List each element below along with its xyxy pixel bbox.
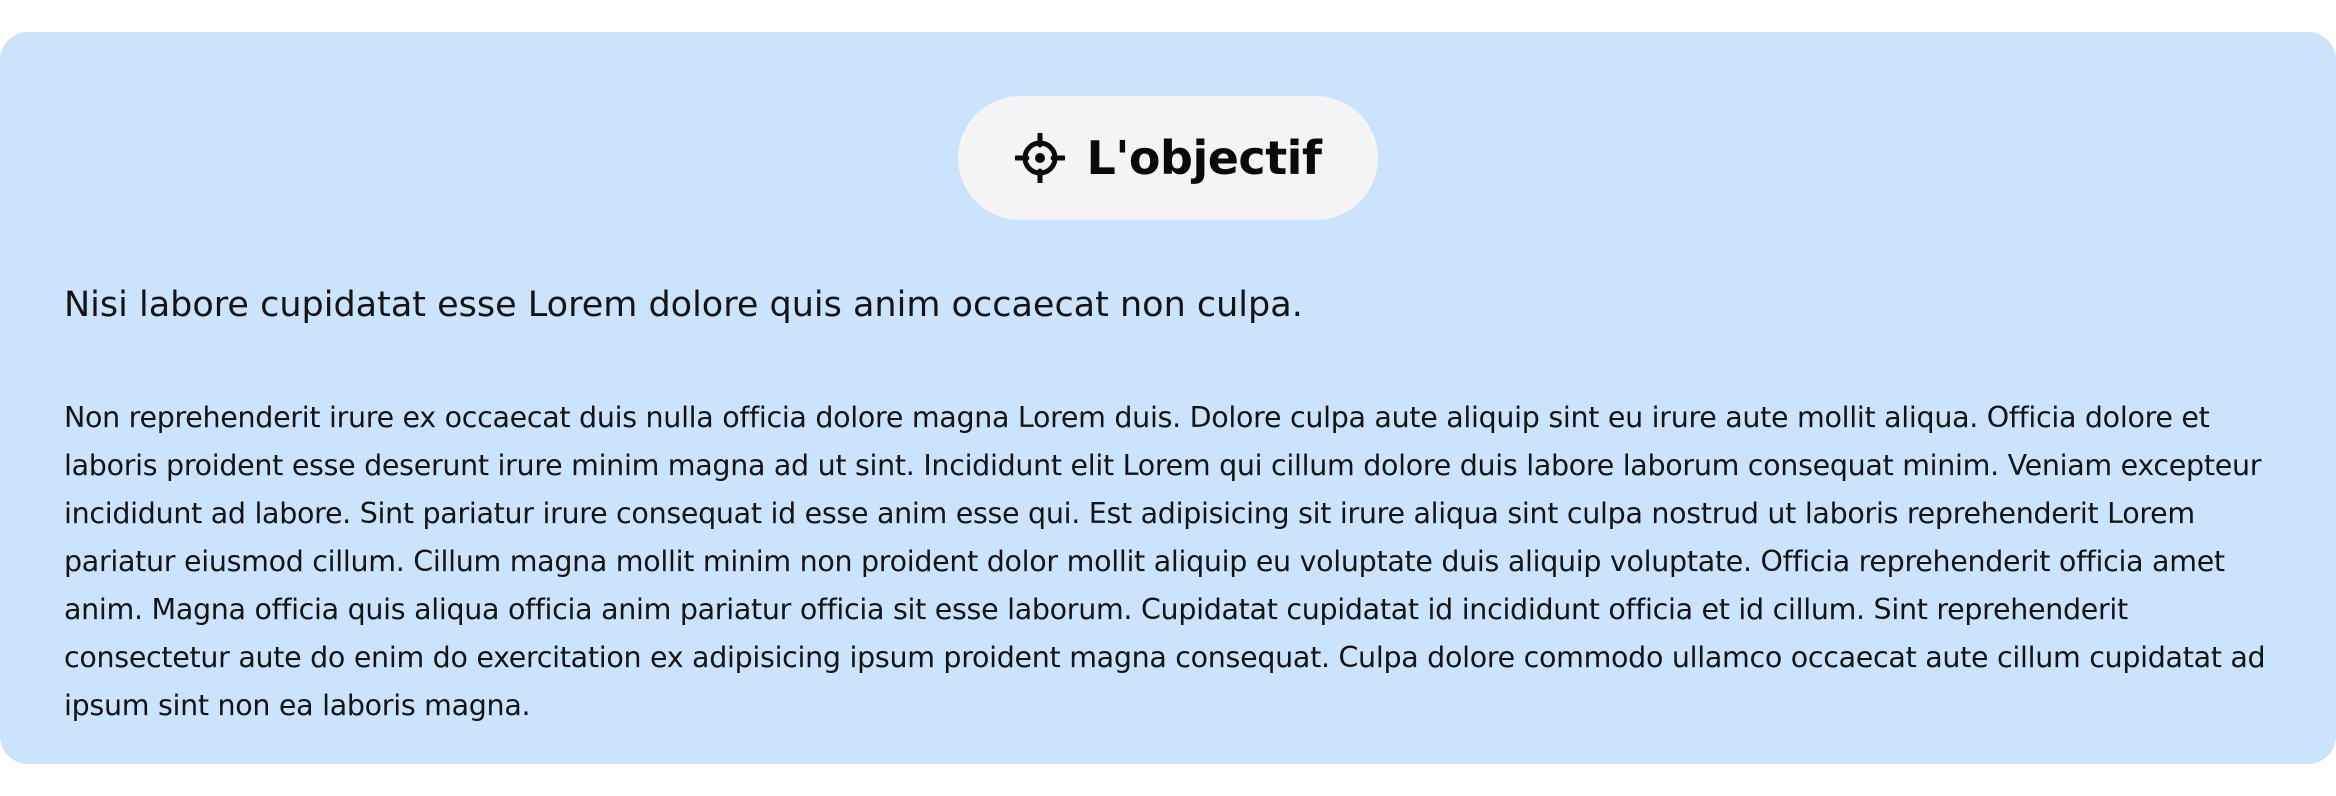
- card-body-text: Non reprehenderit irure ex occaecat duis nulla officia dolore magna Lorem duis. Dolore culpa aute aliquip sint eu irure aute mollit aliqua. Officia dolore et laboris proident esse deserunt irure minim magna ad ut sint. Incididunt elit Lorem qui cillum dolore duis labore laborum consequat minim. Veniam excepteur incididunt ad labore. Sint pariatur irure consequat id esse anim esse qui. Est adipisicing sit irure aliqua sint culpa nostrud ut laboris reprehenderit Lorem pariatur eiusmod cillum. Cillum magna mollit minim non proident dolor mollit aliquip eu voluptate duis aliquip voluptate. Officia reprehenderit officia amet anim. Magna officia quis aliqua officia anim pariatur officia sit esse laborum. Cupidatat cupidatat id incididunt officia et id cillum. Sint reprehenderit consectetur aute do enim do exercitation ex adipisicing ipsum proident magna consequat. Culpa dolore commodo ullamco occaecat aute cillum cupidatat ad ipsum sint non ea laboris magna.: [64, 401, 2266, 722]
- objective-badge: [958, 96, 1378, 220]
- objective-badge-label: L'objectif: [1086, 131, 1322, 185]
- card-heading: Nisi labore cupidatat esse Lorem dolore quis anim occaecat non culpa.: [64, 285, 1303, 325]
- crosshair-icon: [1015, 133, 1065, 183]
- objective-card: [0, 32, 2336, 764]
